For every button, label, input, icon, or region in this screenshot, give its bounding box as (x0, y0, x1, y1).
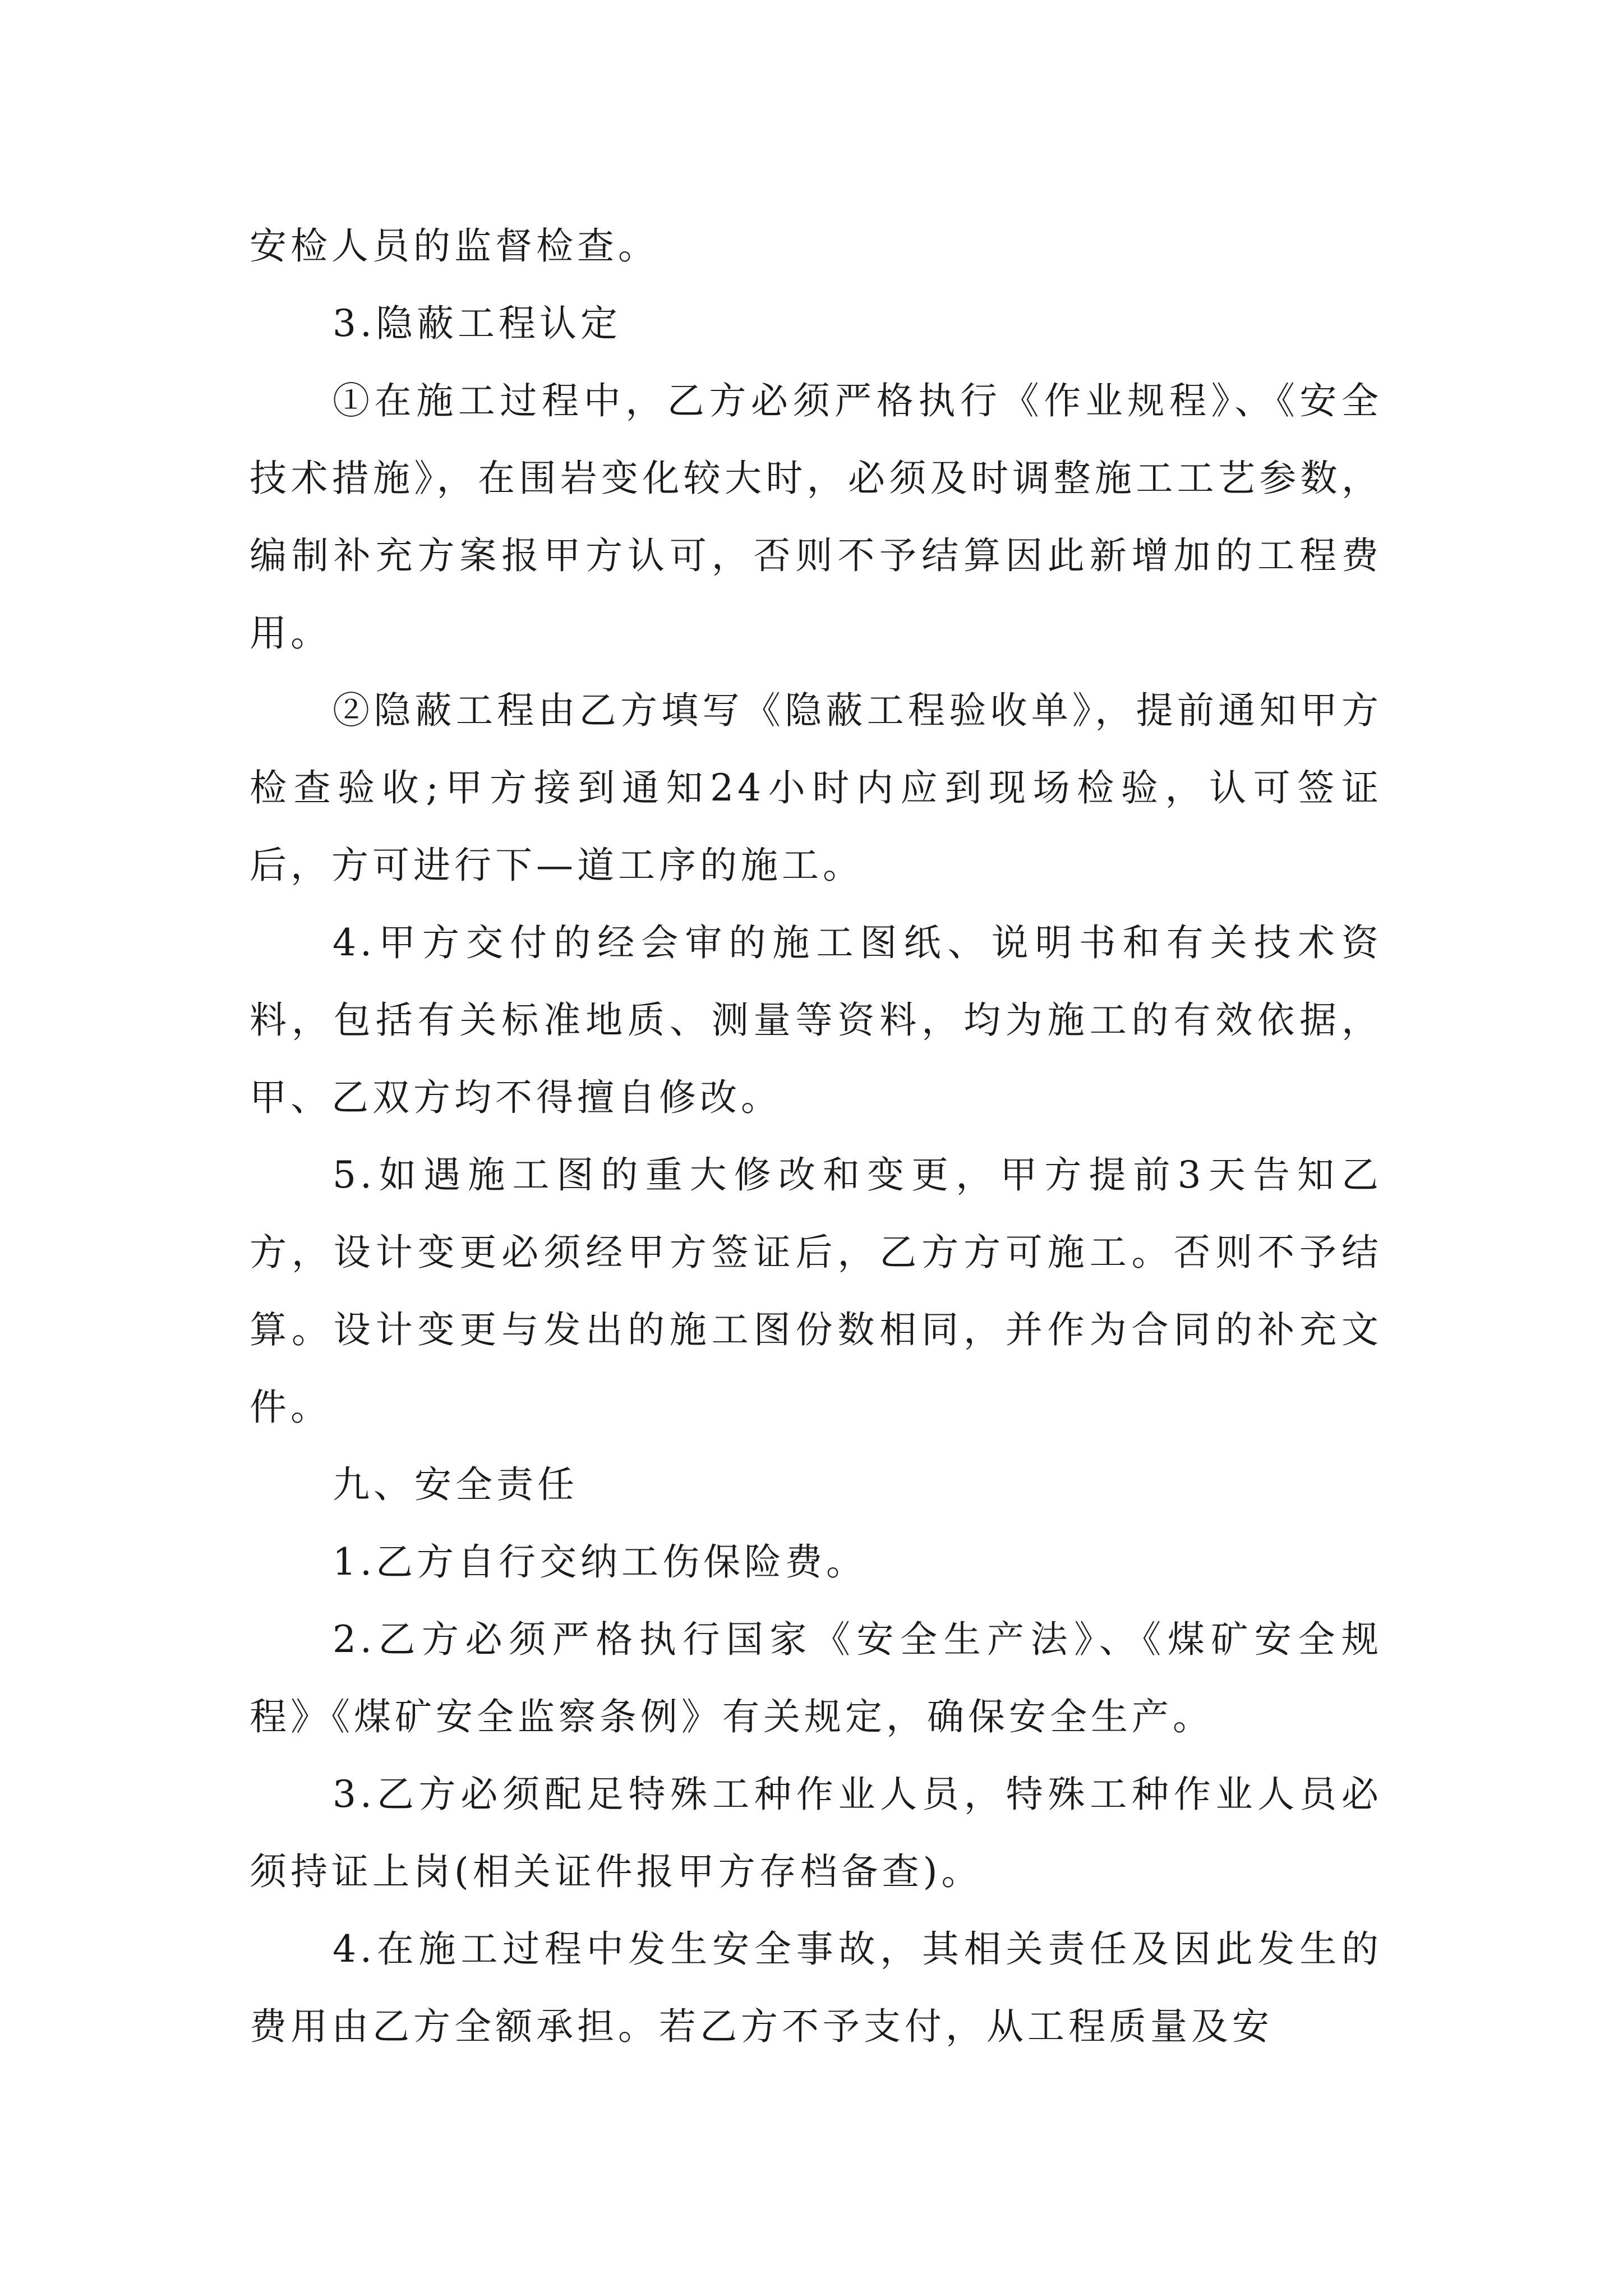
paragraph-item-1: ①在施工过程中，乙方必须严格执行《作业规程》、《安全技术措施》，在围岩变化较大时，必须及时调整施工工艺参数，编制补充方案报甲方认可，否则不予结算因此新增加的工程费用。 (250, 379, 1382, 655)
section-heading-safety: 九、安全责任 (333, 1463, 578, 1506)
paragraph-safety-2: 2.乙方必须严格执行国家《安全生产法》、《煤矿安全规程》《煤矿安全监察条例》有关规定，确保安全生产。 (250, 1618, 1382, 1738)
document-body (250, 208, 1382, 2065)
paragraph-item-2: ②隐蔽工程由乙方填写《隐蔽工程验收单》，提前通知甲方检查验收;甲方接到通知24小时内应到现场检验，认可签证后，方可进行下—道工序的施工。 (250, 689, 1382, 887)
section-heading-hidden-works: 3.隐蔽工程认定 (333, 302, 621, 345)
paragraph-safety-4: 4.在施工过程中发生安全事故，其相关责任及因此发生的费用由乙方全额承担。若乙方不予支付，从工程质量及安 (250, 1927, 1382, 2048)
paragraph-clause-5: 5.如遇施工图的重大修改和变更，甲方提前3天告知乙方，设计变更必须经甲方签证后，乙方方可施工。否则不予结算。设计变更与发出的施工图份数相同，并作为合同的补充文件。 (250, 1153, 1382, 1429)
paragraph-clause-4: 4.甲方交付的经会审的施工图纸、说明书和有关技术资料，包括有关标准地质、测量等资料，均为施工的有效依据，甲、乙双方均不得擅自修改。 (250, 921, 1382, 1119)
paragraph-safety-1: 1.乙方自行交纳工伤保险费。 (333, 1540, 867, 1584)
paragraph-safety-3: 3.乙方必须配足特殊工种作业人员，特殊工种作业人员必须持证上岗(相关证件报甲方存档备查)。 (250, 1773, 1382, 1893)
paragraph-continuation: 安检人员的监督检查。 (250, 224, 659, 268)
